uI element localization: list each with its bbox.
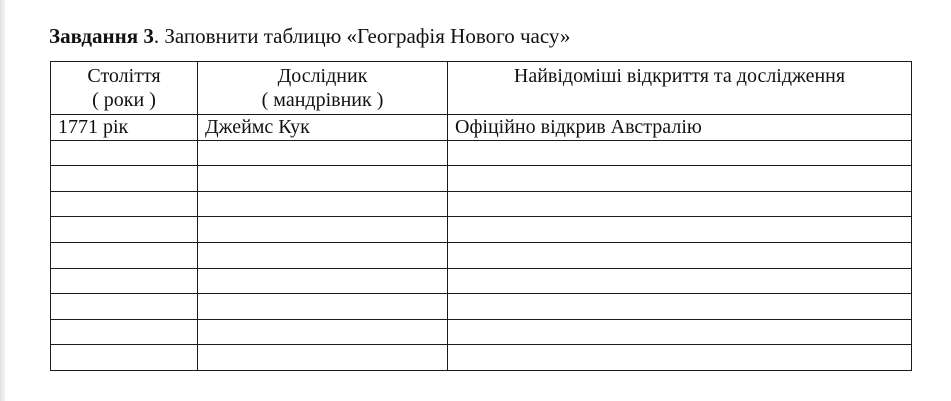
explorer-cell[interactable] <box>198 115 448 141</box>
century-cell[interactable] <box>51 345 198 371</box>
table-row <box>51 242 912 268</box>
table-row <box>51 294 912 320</box>
discovery-cell[interactable] <box>448 242 912 268</box>
table-header-row <box>51 62 912 115</box>
explorer-cell[interactable] <box>198 166 448 192</box>
discovery-cell-text: Офіційно відкрив Австралію <box>455 116 702 139</box>
explorer-cell[interactable] <box>198 294 448 320</box>
discovery-cell[interactable] <box>448 217 912 243</box>
header-explorer-line2: ( мандрівник ) <box>261 89 384 111</box>
century-cell[interactable] <box>51 242 198 268</box>
century-cell[interactable] <box>51 294 198 320</box>
table-body <box>51 115 912 371</box>
discovery-cell[interactable] <box>448 268 912 294</box>
page-left-edge <box>0 0 5 401</box>
header-explorer <box>198 62 448 115</box>
table-row <box>51 140 912 166</box>
discovery-cell[interactable] <box>448 319 912 345</box>
explorer-cell[interactable] <box>198 191 448 217</box>
explorer-cell[interactable] <box>198 140 448 166</box>
explorer-cell-text: Джеймс Кук <box>205 116 310 139</box>
table-row <box>51 217 912 243</box>
century-cell[interactable] <box>51 166 198 192</box>
header-century-line2: ( роки ) <box>92 89 156 111</box>
header-discoveries <box>448 62 912 115</box>
header-century-line1: Століття <box>87 65 161 87</box>
explorer-cell[interactable] <box>198 319 448 345</box>
task-heading <box>49 22 570 50</box>
century-cell[interactable] <box>51 191 198 217</box>
table-row <box>51 268 912 294</box>
table-row <box>51 166 912 192</box>
table-row <box>51 345 912 371</box>
table-row <box>51 191 912 217</box>
century-cell[interactable] <box>51 115 198 141</box>
century-cell[interactable] <box>51 140 198 166</box>
header-explorer-line1: Дослідник <box>277 65 368 87</box>
discovery-cell[interactable] <box>448 294 912 320</box>
explorer-cell[interactable] <box>198 345 448 371</box>
discovery-cell[interactable] <box>448 140 912 166</box>
discovery-cell[interactable] <box>448 115 912 141</box>
task-label: Завдання 3 <box>49 24 154 48</box>
century-cell[interactable] <box>51 268 198 294</box>
century-cell-text: 1771 рік <box>58 116 129 139</box>
explorer-cell[interactable] <box>198 268 448 294</box>
century-cell[interactable] <box>51 319 198 345</box>
discovery-cell[interactable] <box>448 166 912 192</box>
header-discoveries-line1: Найвідоміші відкриття та дослідження <box>513 65 846 87</box>
century-cell[interactable] <box>51 217 198 243</box>
table-row <box>51 319 912 345</box>
geography-table <box>50 61 912 371</box>
table-row <box>51 115 912 141</box>
discovery-cell[interactable] <box>448 191 912 217</box>
header-century <box>51 62 198 115</box>
explorer-cell[interactable] <box>198 217 448 243</box>
discovery-cell[interactable] <box>448 345 912 371</box>
task-instruction: . Заповнити таблицю «Географія Нового часу» <box>153 24 571 48</box>
explorer-cell[interactable] <box>198 242 448 268</box>
